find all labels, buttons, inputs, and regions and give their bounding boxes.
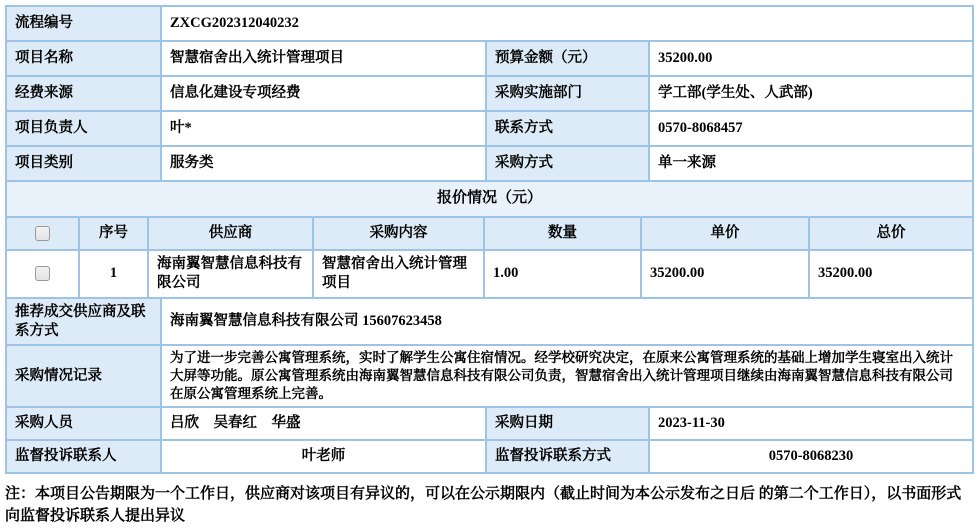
purchase-staff-value: 吕欣 吴春红 华盛 xyxy=(162,408,485,439)
project-name-label: 项目名称 xyxy=(7,42,160,75)
row-flow-id xyxy=(7,7,972,40)
purchase-date-label: 采购日期 xyxy=(487,408,648,439)
budget-value: 35200.00 xyxy=(650,42,972,75)
funding-source-value: 信息化建设专项经费 xyxy=(162,77,485,110)
row-project-leader xyxy=(7,112,972,145)
row-project-category xyxy=(7,147,972,180)
purchase-staff-label: 采购人员 xyxy=(7,408,160,439)
quote-row-seq: 1 xyxy=(80,251,147,297)
quote-row-unit-price: 35200.00 xyxy=(642,251,808,297)
purchase-record-label: 采购情况记录 xyxy=(7,346,160,405)
col-supplier: 供应商 xyxy=(149,218,312,249)
purchase-record-value: 为了进一步完善公寓管理系统，实时了解学生公寓住宿情况。经学校研究决定，在原来公寓管理系统的基础上增加学生寝室出入统计大屏等功能。原公寓管理系统由海南翼智慧信息科技有限公司负责，智慧宿舍出入统计管理项目继续由海南翼智慧信息科技有限公司在原公寓管理系统上完善。 xyxy=(162,346,972,405)
col-total-price: 总价 xyxy=(810,218,972,249)
col-qty: 数量 xyxy=(485,218,640,249)
col-seq: 序号 xyxy=(80,218,147,249)
recommended-supplier-value: 海南翼智慧信息科技有限公司 15607623458 xyxy=(162,299,972,345)
quote-section-title: 报价情况（元） xyxy=(7,182,972,216)
complaint-contact-label: 监督投诉联系人 xyxy=(7,441,160,472)
purchase-method-label: 采购方式 xyxy=(487,147,648,180)
row-complaint-contact xyxy=(7,441,972,472)
recommended-supplier-label: 推荐成交供应商及联系方式 xyxy=(7,299,160,345)
contact-label: 联系方式 xyxy=(487,112,648,145)
col-select xyxy=(7,218,78,249)
project-category-label: 项目类别 xyxy=(7,147,160,180)
purchase-method-value: 单一来源 xyxy=(650,147,972,180)
funding-source-label: 经费来源 xyxy=(7,77,160,110)
purchase-date-value: 2023-11-30 xyxy=(650,408,972,439)
footer-note: 注：本项目公告期限为一个工作日，供应商对该项目有异议的，可以在公示期限内（截止时间为本公示发布之日后 的第二个工作日），以书面形式向监督投诉联系人提出异议 xyxy=(5,485,962,525)
quote-header-row xyxy=(7,218,972,249)
row-purchase-record xyxy=(7,346,972,405)
row-purchase-staff xyxy=(7,408,972,439)
col-unit-price: 单价 xyxy=(642,218,808,249)
contact-value: 0570-8068457 xyxy=(650,112,972,145)
row-funding-source xyxy=(7,77,972,110)
purchasing-department-value: 学工部(学生处、人武部) xyxy=(650,77,972,110)
select-all-checkbox[interactable] xyxy=(35,226,50,241)
quote-row-total-price: 35200.00 xyxy=(810,251,972,297)
quote-row-qty: 1.00 xyxy=(485,251,640,297)
project-name-value: 智慧宿舍出入统计管理项目 xyxy=(162,42,485,75)
flow-id-label: 流程编号 xyxy=(7,7,160,40)
complaint-contact-value: 叶老师 xyxy=(162,441,485,472)
project-leader-label: 项目负责人 xyxy=(7,112,160,145)
row-recommended-supplier xyxy=(7,299,972,345)
quote-row-content: 智慧宿舍出入统计管理项目 xyxy=(314,251,483,297)
row-quote-band xyxy=(7,182,972,216)
purchasing-department-label: 采购实施部门 xyxy=(487,77,648,110)
procurement-table xyxy=(5,5,974,474)
row-select-checkbox[interactable] xyxy=(35,266,50,281)
budget-label: 预算金额（元） xyxy=(487,42,648,75)
quote-data-row xyxy=(7,251,972,297)
quote-row-supplier: 海南翼智慧信息科技有限公司 xyxy=(149,251,312,297)
row-project-name xyxy=(7,42,972,75)
flow-id-value: ZXCG202312040232 xyxy=(162,7,972,40)
project-leader-value: 叶* xyxy=(162,112,485,145)
project-category-value: 服务类 xyxy=(162,147,485,180)
complaint-phone-label: 监督投诉联系方式 xyxy=(487,441,648,472)
quote-row-select-cell xyxy=(7,251,78,297)
col-content: 采购内容 xyxy=(314,218,483,249)
complaint-phone-value: 0570-8068230 xyxy=(650,441,972,472)
